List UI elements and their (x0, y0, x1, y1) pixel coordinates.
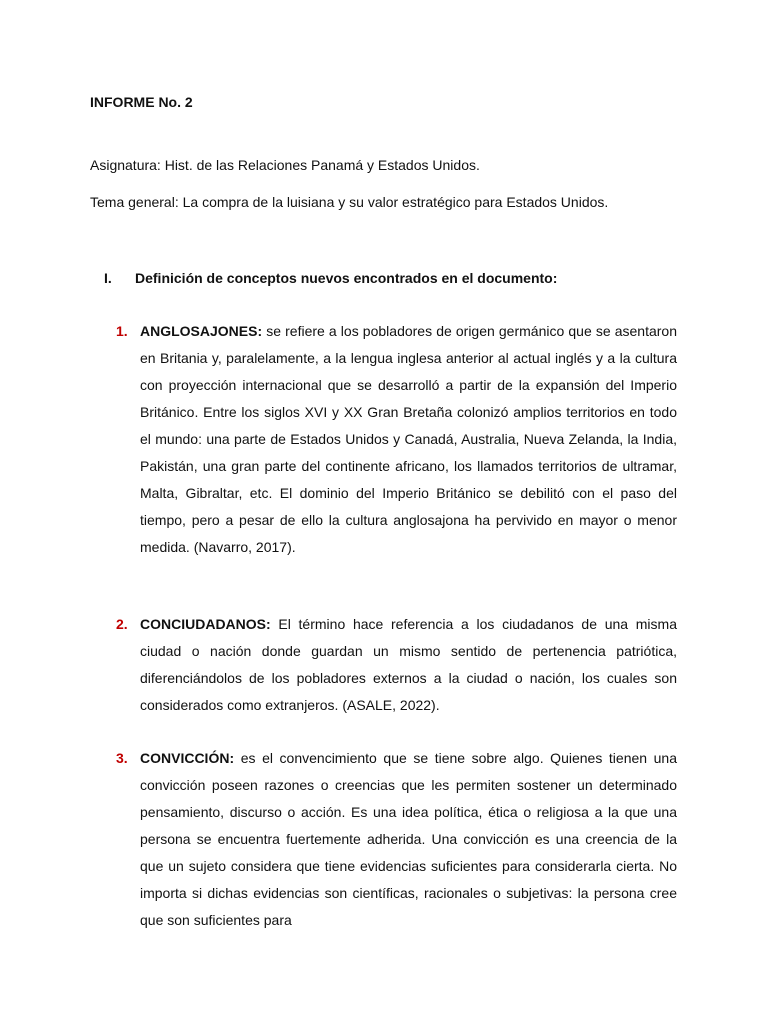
entry-number: 1. (116, 323, 128, 339)
document-title: INFORME No. 2 (90, 94, 193, 110)
section-heading (104, 268, 557, 288)
entry-paragraph (140, 611, 677, 719)
entry-text: El término hace referencia a los ciudadanos de una misma ciudad o nación donde guardan un mismo sentido de pertenencia patriótica, diferenciándolos de los pobladores externos a la ciudad o nación, los cuales son considerados como extranjeros. (ASALE, 2022). (140, 616, 677, 713)
entry-number: 3. (116, 750, 128, 766)
entry-text: se refiere a los pobladores de origen germánico que se asentaron en Britania y, paralelamente, a la lengua inglesa anterior al actual inglés y a la cultura con proyección internacional que se desarrolló a partir de la expansión del Imperio Británico. Entre los siglos XVI y XX Gran Bretaña colonizó amplios territorios en todo el mundo: una parte de Estados Unidos y Canadá, Australia, Nueva Zelanda, la India, Pakistán, una gran parte del continente africano, los llamados territorios de ultramar, Malta, Gibraltar, etc. El dominio del Imperio Británico se debilitó con el paso del tiempo, pero a pesar de ello la cultura anglosajona ha pervivido en mayor o menor medida. (Navarro, 2017). (140, 323, 677, 555)
definition-entry-conciudadanos (116, 611, 677, 719)
entry-term: CONVICCIÓN: (140, 750, 235, 766)
entry-term: ANGLOSAJONES: (140, 323, 263, 339)
section-heading-text: Definición de conceptos nuevos encontrados en el documento: (135, 270, 558, 286)
subject-line: Asignatura: Hist. de las Relaciones Panamá y Estados Unidos. (90, 157, 480, 173)
section-number: I. (104, 270, 112, 286)
entry-number: 2. (116, 616, 128, 632)
entry-text: es el convencimiento que se tiene sobre algo. Quienes tienen una convicción poseen razones o creencias que les permiten sostener un determinado pensamiento, discurso o acción. Es una idea política, ética o religiosa a la que una persona se encuentra fuertemente adherida. Una convicción es una creencia de la que un sujeto considera que tiene evidencias suficientes para considerarla cierta. No importa si dichas evidencias son científicas, racionales o subjetivas: la persona cree que son suficientes para (140, 750, 677, 928)
entry-paragraph (140, 318, 677, 561)
entry-paragraph (140, 745, 677, 934)
definition-entry-anglosajones (116, 318, 677, 561)
topic-line: Tema general: La compra de la luisiana y su valor estratégico para Estados Unidos. (90, 194, 609, 210)
definition-entry-conviccion (116, 745, 677, 934)
entry-term: CONCIUDADANOS: (140, 616, 271, 632)
